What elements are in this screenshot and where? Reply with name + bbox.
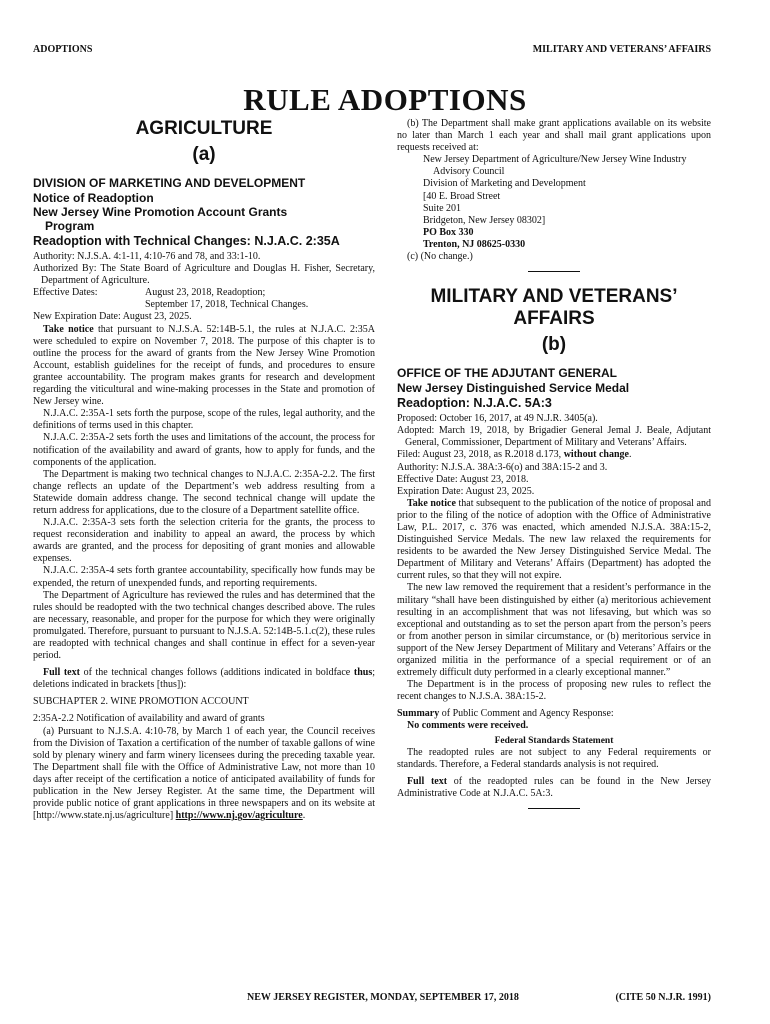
take-notice-lead: Take notice [43,323,94,335]
authorized-by: Authorized By: The State Board of Agriculture and Douglas H. Fisher, Secretary, Department of Agriculture. [33,263,375,287]
address-line: Advisory Council [433,166,505,178]
section-heading: 2:35A-2.2 Notification of availability and award of grants [33,713,265,725]
paragraph: The Department is making two technical changes to N.J.A.C. 2:35A-2.2. The first change reflects an update of the Department’s web address resulting from a Statewide domain address change. The second technical change will update the return address for applications, due to the closure of a Department satellite office. [33,468,375,516]
paragraph: The Department of Agriculture has reviewed the rules and has determined that the rules should be readopted with the two technical changes described above. The rules are necessary, reasonable, and proper for the purpose for which they were originally promulgated. Therefore, pursuant to pursuant to N.J.S.A. 52:14B-5.1.c(2), these rules are readopted with technical changes and shall continue in effect for a seven-year period. [33,589,375,662]
address-line: Bridgeton, New Jersey 08302] [423,214,546,226]
agriculture-website-link[interactable]: http://www.nj.gov/agriculture [175,810,303,822]
effective-date-readoption: August 23, 2018, Readoption; [145,287,266,299]
subchapter-heading: SUBCHAPTER 2. WINE PROMOTION ACCOUNT [33,696,249,708]
full-text-lead: Full text [407,775,448,787]
paragraph: The new law removed the requirement that a resident’s performance in the military “shall have been distinguished by either (a) meritorious achievement resulting in an accomplishment that was not lifesaving, but which was so exceptional and outstanding as to set the person apart from the person’s peers or from another person in similar circumstance, or (b) meritorious service in support of the New Jersey Department of Military and Veterans’ Affairs or the organized militia in the performance of a special requirement or of an extremely difficult duty performed in a clearly exceptional manner.” [397,582,711,679]
footer-citation: (CITE 50 N.J.R. 1991) [615,992,711,1003]
filed-status: without change [563,449,629,461]
address-line: Suite 201 [423,202,462,214]
expiration-date: Expiration Date: August 23, 2025. [397,485,535,497]
address-line-added: Trenton, NJ 08625-0330 [423,238,526,250]
full-text-body: of the technical changes follows (additions indicated in boldface [79,667,354,679]
rule-title: New Jersey Distinguished Service Medal [397,381,630,396]
mailing-address [397,154,711,251]
section-a-text: (a) Pursuant to N.J.S.A. 4:10-78, by March 1 of each year, the Council receives from the Division of Taxation a certification of the number of taxable gallons of wine sold by plenary winery and farm winery licensees during the preceding taxable year. The Department shall file with the Office of Administrative Law, not more than 10 days after receipt of the certification a notice of anticipated availability of funds for publication in the New Jersey Register. At the same time, the Department will provide public notice of grant applications in three newspapers and on its website at [http://www.state.nj.us/agriculture] [33,725,375,822]
adopted-line: Adopted: March 19, 2018, by Brigadier General Jemal J. Beale, Adjutant General, Commissioner, Department of Military and Veterans’ Affairs. [397,425,711,449]
filed-text: Filed: August 23, 2018, as R.2018 d.173, [397,449,564,461]
paragraph: N.J.A.C. 2:35A-3 sets forth the selection criteria for the grants, the process to request reconsideration and inability to appeal an award, the process by which awards are granted, and the process for depositing of grant monies and allowable expenses. [33,517,375,565]
readoption-heading: Readoption: N.J.A.C. 5A:3 [397,396,552,411]
full-text-note [397,776,711,800]
paragraph: N.J.A.C. 2:35A-2 sets forth the uses and limitations of the account, the process for notification of the availability and award of grants, how to apply for funds, and the components of the application. [33,432,375,468]
paragraph: N.J.A.C. 2:35A-4 sets forth grantee accountability, specifically how funds may be expended, the return of unexpended funds, and reporting requirements. [33,565,375,589]
running-header [33,44,711,55]
program-title-line2: Program [45,219,95,233]
item-letter-a: (a) [192,144,216,165]
program-title-line1: New Jersey Wine Promotion Account Grants [33,205,288,219]
section-divider [528,271,580,272]
federal-standards-heading: Federal Standards Statement [494,735,614,746]
full-text-lead: Full text [43,667,80,679]
division-heading: DIVISION OF MARKETING AND DEVELOPMENT [33,176,306,190]
full-text-body: of the readopted rules can be found in the New Jersey Administrative Code at N.J.A.C. 5A:3. [397,775,712,799]
period: . [628,449,632,461]
paragraph: N.J.A.C. 2:35A-1 sets forth the purpose, scope of the rules, legal authority, and the definitions of terms used in this chapter. [33,408,375,432]
full-text-note [33,667,375,691]
page-footer [247,992,711,1003]
summary-lead: Summary [397,708,440,720]
agency-heading-military: MILITARY AND VETERANS’ AFFAIRS [430,286,678,330]
paragraph [33,324,375,409]
address-line: New Jersey Department of Agriculture/New Jersey Wine Industry [423,154,687,166]
proposed-line: Proposed: October 16, 2017, at 49 N.J.R. 3405(a). [397,413,598,425]
section-paragraph-a [33,726,375,823]
effective-date: Effective Date: August 23, 2018. [397,473,529,485]
header-section: ADOPTIONS [33,44,93,55]
agency-heading-agriculture: AGRICULTURE [135,118,273,139]
full-text-body-end: ; deletions indicated in brackets [thus]): [33,667,375,691]
effective-dates [33,287,375,311]
take-notice-lead: Take notice [407,497,456,509]
office-heading: OFFICE OF THE ADJUTANT GENERAL [397,366,617,381]
section-divider [528,808,580,809]
right-column [397,118,711,817]
authority-line: Authority: N.J.S.A. 4:1-11, 4:10-76 and 78, and 33:1-10. [33,251,261,262]
filed-line [397,449,711,461]
address-line: Division of Marketing and Development [423,178,586,190]
paragraph-text: that pursuant to N.J.S.A. 52:14B-5.1, the rules at N.J.A.C. 2:35A were scheduled to expire on November 7, 2018. The purpose of this chapter is to outline the process for the award of grants from the New Jersey Wine Promotion Account, establish guidelines for the receipt of funds, and procedures to ensure grantee accountability. The program makes grants for research and development regarding the viticultural and wine-making processes in the State and promotion of New Jersey wine. [33,323,375,408]
paragraph [397,498,711,583]
expiration-value: August 23, 2025. [122,311,192,323]
effective-dates-label: Effective Dates: [33,287,98,299]
summary-line [397,708,711,720]
bold-example: thus [353,667,373,679]
summary-text: of Public Comment and Agency Response: [439,708,614,720]
address-line: [40 E. Broad Street [423,190,501,202]
paragraph: The Department is in the process of proposing new rules to reflect the recent changes to N.J.S.A. 38A:15-2. [397,679,711,703]
effective-date-technical: September 17, 2018, Technical Changes. [145,299,309,311]
left-column [33,118,375,822]
no-comments: No comments were received. [407,720,529,732]
paragraph-c: (c) (No change.) [407,251,473,263]
authority-line: Authority: N.J.S.A. 38A:3-6(o) and 38A:15-2 and 3. [397,461,608,473]
period: . [302,810,306,822]
notice-type: Notice of Readoption [33,191,154,205]
address-line-added: PO Box 330 [423,226,474,238]
expiration-date [33,311,375,323]
footer-publication: NEW JERSEY REGISTER, MONDAY, SEPTEMBER 17, 2018 [247,992,519,1003]
federal-standards-text: The readopted rules are not subject to any Federal requirements or standards. Therefore, a Federal standards analysis is not required. [397,746,711,770]
readoption-heading: Readoption with Technical Changes: N.J.A.C. 2:35A [33,234,340,248]
paragraph-text: that subsequent to the publication of the notice of proposal and prior to the filing of the notice of adoption with the Office of Administrative Law, P.L. 2017, c. 376 was enacted, which amended N.J.S.A. 38A:15-2, Distinguished Service Medals. The new law relaxed the requirements for residents to be awarded the New Jersey Distinguished Service Medal. The Department of Military and Veterans’ Affairs (Department) has adopted the current rules, so that they will not expire. [397,497,711,582]
header-agency: MILITARY AND VETERANS’ AFFAIRS [532,44,711,55]
page-title: RULE ADOPTIONS [243,82,527,117]
paragraph-b: (b) The Department shall make grant applications available on its website no later than March 1 each year and shall mail grant applications upon requests received at: [397,118,711,154]
expiration-label: New Expiration Date: [33,311,121,323]
item-letter-b: (b) [541,334,567,356]
